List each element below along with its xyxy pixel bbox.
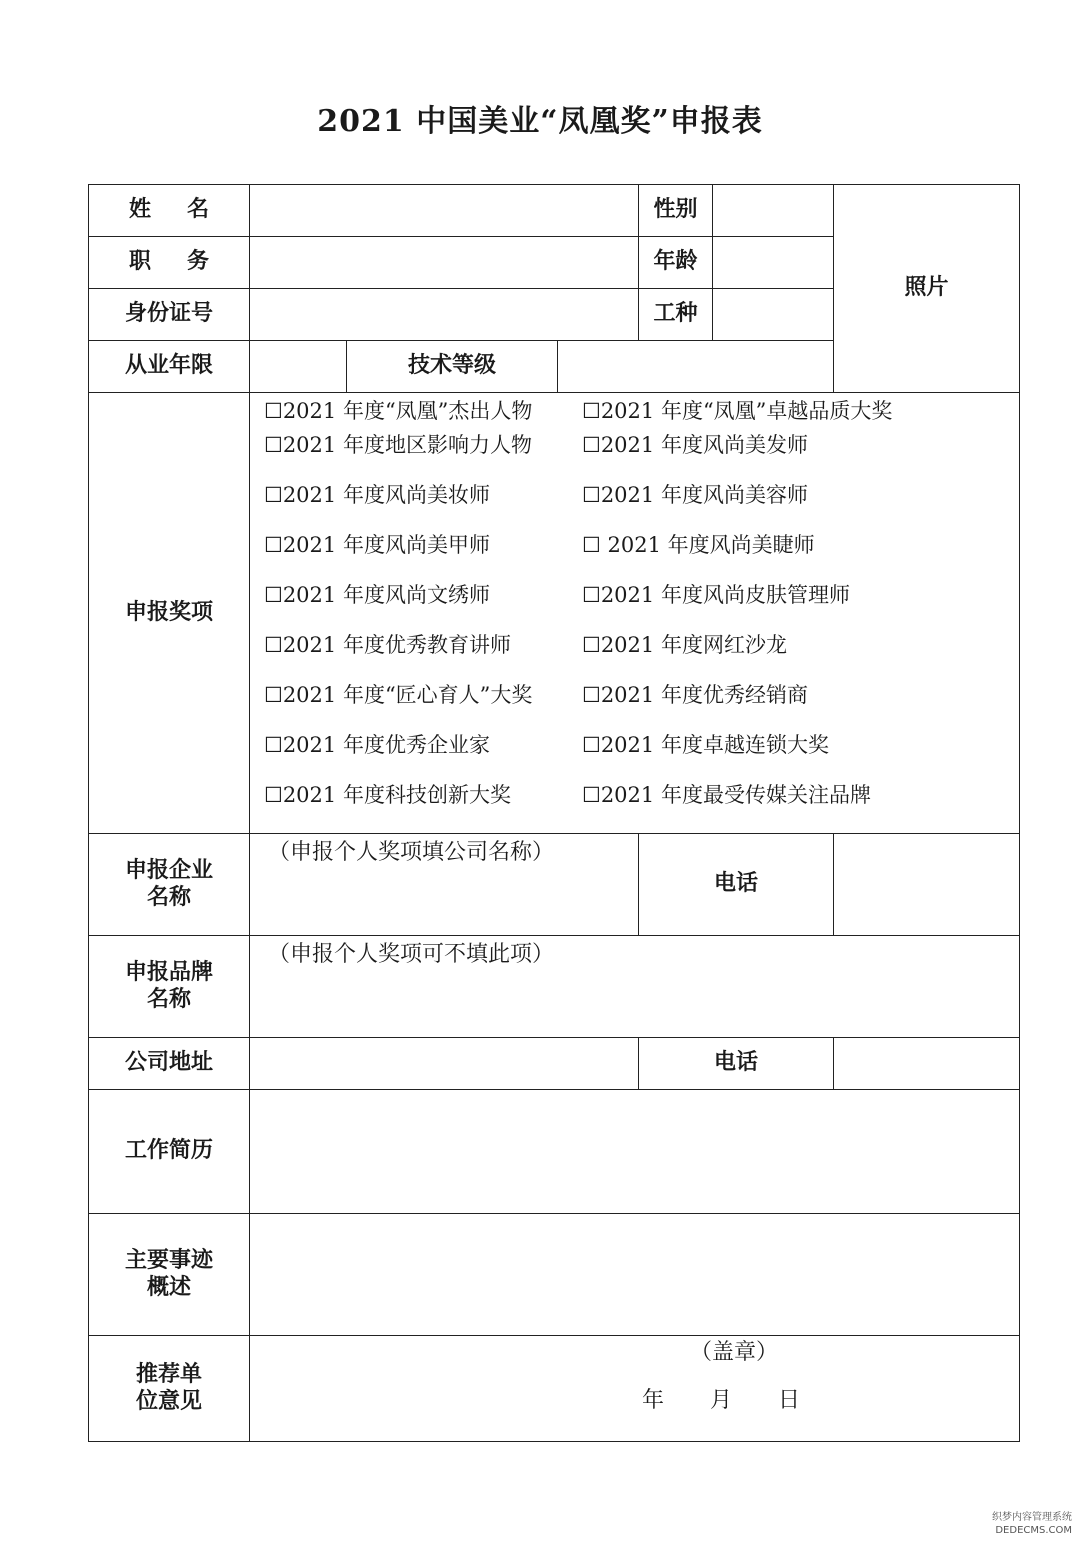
company-phone-field[interactable] [834, 834, 1020, 936]
award-checkbox[interactable]: ☐ 2021 年度风尚美睫师 [582, 533, 815, 557]
job-type-label: 工种 [639, 289, 713, 341]
tech-level-field[interactable] [558, 341, 834, 393]
award-checkbox[interactable]: ☐2021 年度网红沙龙 [582, 633, 787, 657]
award-label: 申报奖项 [89, 393, 250, 834]
award-row [264, 783, 1019, 833]
name-label: 姓名 [89, 185, 250, 237]
award-row [264, 399, 1019, 433]
award-checkbox[interactable]: ☐2021 年度优秀企业家 [264, 733, 490, 757]
page-title: 2021 中国美业“凤凰奖”申报表 [317, 104, 763, 139]
deeds-label-line1: 主要事迹 [124, 1248, 213, 1274]
award-row [264, 683, 1019, 733]
award-row [264, 583, 1019, 633]
company-label-line2: 名称 [146, 884, 191, 910]
position-field[interactable] [250, 237, 639, 289]
award-checkbox[interactable]: ☐2021 年度地区影响力人物 [264, 433, 532, 457]
watermark [992, 1511, 1072, 1537]
address-field[interactable] [250, 1038, 639, 1090]
award-row [264, 633, 1019, 683]
award-options [250, 393, 1020, 834]
watermark-line1: 织梦内容管理系统 [992, 1512, 1072, 1523]
brand-hint: （申报个人奖项可不填此项） [268, 942, 555, 967]
company-phone-label: 电话 [639, 834, 834, 936]
photo-label: 照片 [904, 275, 949, 301]
years-label: 从业年限 [89, 341, 250, 393]
brand-field[interactable] [250, 936, 1020, 1038]
company-label [89, 834, 250, 936]
recommend-label [89, 1336, 250, 1442]
watermark-line2: DEDECMS.COM [995, 1525, 1072, 1536]
award-checkbox[interactable]: ☐2021 年度“凤凰”杰出人物 [264, 399, 533, 423]
resume-field[interactable] [250, 1090, 1020, 1214]
award-row [264, 533, 1019, 583]
award-checkbox[interactable]: ☐2021 年度风尚皮肤管理师 [582, 583, 850, 607]
recommend-label-line2: 位意见 [135, 1388, 202, 1414]
tech-level-label: 技术等级 [347, 341, 558, 393]
application-form [88, 184, 1020, 1442]
gender-label: 性别 [639, 185, 713, 237]
award-checkbox[interactable]: ☐2021 年度优秀经销商 [582, 683, 808, 707]
award-checkbox[interactable]: ☐2021 年度风尚美妆师 [264, 483, 490, 507]
company-field[interactable] [250, 834, 639, 936]
award-checkbox[interactable]: ☐2021 年度卓越连锁大奖 [582, 733, 829, 757]
company-hint: （申报个人奖项填公司名称） [268, 840, 555, 865]
deeds-field[interactable] [250, 1214, 1020, 1336]
resume-label: 工作简历 [89, 1090, 250, 1214]
gender-field[interactable] [713, 185, 834, 237]
age-label: 年龄 [639, 237, 713, 289]
job-type-field[interactable] [713, 289, 834, 341]
award-checkbox[interactable]: ☐2021 年度优秀教育讲师 [264, 633, 511, 657]
date-line [642, 1388, 846, 1414]
award-row [264, 433, 1019, 483]
award-checkbox[interactable]: ☐2021 年度“凤凰”卓越品质大奖 [582, 399, 893, 423]
photo-box[interactable] [834, 185, 1020, 393]
age-field[interactable] [713, 237, 834, 289]
date-month: 月 [710, 1388, 733, 1413]
award-checkbox[interactable]: ☐2021 年度“匠心育人”大奖 [264, 683, 533, 707]
address-phone-field[interactable] [834, 1038, 1020, 1090]
deeds-label-line2: 概述 [146, 1274, 191, 1300]
id-number-label: 身份证号 [89, 289, 250, 341]
address-phone-label: 电话 [639, 1038, 834, 1090]
name-field[interactable] [250, 185, 639, 237]
id-number-field[interactable] [250, 289, 639, 341]
address-label: 公司地址 [89, 1038, 250, 1090]
award-row [264, 483, 1019, 533]
date-day: 日 [778, 1388, 801, 1413]
years-field[interactable] [250, 341, 347, 393]
award-checkbox[interactable]: ☐2021 年度科技创新大奖 [264, 783, 511, 807]
company-label-line1: 申报企业 [124, 858, 213, 884]
brand-label-line1: 申报品牌 [124, 960, 213, 986]
award-checkbox[interactable]: ☐2021 年度最受传媒关注品牌 [582, 783, 871, 807]
award-checkbox[interactable]: ☐2021 年度风尚文绣师 [264, 583, 490, 607]
award-checkbox[interactable]: ☐2021 年度风尚美容师 [582, 483, 808, 507]
award-checkbox[interactable]: ☐2021 年度风尚美甲师 [264, 533, 490, 557]
recommend-label-line1: 推荐单 [135, 1362, 202, 1388]
deeds-label [89, 1214, 250, 1336]
date-year: 年 [642, 1388, 665, 1413]
brand-label-line2: 名称 [146, 986, 191, 1012]
award-row [264, 733, 1019, 783]
position-label: 职务 [89, 237, 250, 289]
stamp-text: （盖章） [690, 1340, 779, 1365]
award-checkbox[interactable]: ☐2021 年度风尚美发师 [582, 433, 808, 457]
recommend-field[interactable] [250, 1336, 1020, 1442]
brand-label [89, 936, 250, 1038]
